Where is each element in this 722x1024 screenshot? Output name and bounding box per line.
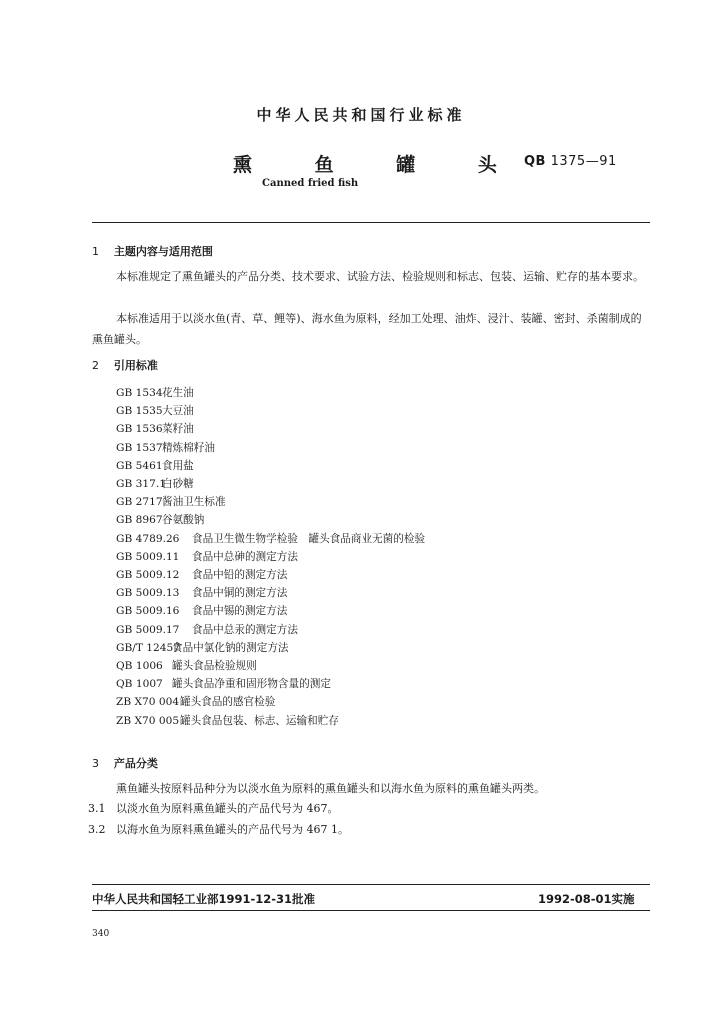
section-2-number: 2 — [92, 359, 99, 372]
reference-title: 白砂糖 — [162, 478, 194, 491]
reference-code: GB 5009.13 — [116, 587, 180, 600]
reference-title: 谷氨酸钠 — [162, 514, 205, 527]
standard-code — [524, 154, 617, 169]
section-2-title: 引用标准 — [113, 359, 158, 372]
reference-title: 酱油卫生标准 — [162, 496, 226, 509]
reference-row — [116, 384, 425, 402]
section-3-number: 3 — [92, 757, 99, 770]
reference-title: 食品中铅的测定方法 — [192, 569, 288, 582]
standard-code-prefix: QB — [524, 154, 546, 169]
reference-title: 食用盐 — [162, 459, 194, 472]
section-1-paragraph-2: 本标准适用于以淡水鱼(青、草、鲤等)、海水鱼为原料，经加工处理、油炸、浸汁、装罐、密封、杀菌制成的熏鱼罐头。 — [92, 312, 642, 346]
reference-title: 食品中氯化钠的测定方法 — [172, 641, 289, 654]
reference-row — [116, 639, 425, 657]
reference-title: 罐头食品的感官检验 — [180, 696, 276, 709]
reference-code: QB 1007 — [116, 678, 163, 691]
reference-row — [116, 402, 425, 420]
section-3-paragraph: 熏鱼罐头按原料品种分为以淡水鱼为原料的熏鱼罐头和以海水鱼为原料的熏鱼罐头两类。 — [116, 782, 545, 795]
reference-code: GB 8967 — [116, 514, 163, 527]
reference-code: GB 4789.26 — [116, 532, 180, 545]
reference-title: 食品中总汞的测定方法 — [192, 623, 298, 636]
clause-3-1-text: 以淡水鱼为原料熏鱼罐头的产品代号为 467。 — [116, 802, 339, 815]
header-divider — [92, 222, 650, 223]
reference-row — [116, 493, 425, 511]
reference-row — [116, 439, 425, 457]
reference-row — [116, 621, 425, 639]
reference-code: QB 1006 — [116, 660, 163, 673]
referenced-standards-list — [116, 384, 425, 730]
reference-row — [116, 511, 425, 529]
reference-row — [116, 584, 425, 602]
reference-row — [116, 693, 425, 711]
effective-date: 1992-08-01实施 — [538, 892, 635, 906]
reference-row — [116, 548, 425, 566]
reference-row — [116, 566, 425, 584]
reference-title: 罐头食品净重和固形物含量的测定 — [172, 678, 331, 691]
reference-code: GB 5461 — [116, 459, 163, 472]
reference-title: 食品中锡的测定方法 — [192, 605, 288, 618]
reference-title: 大豆油 — [162, 405, 194, 418]
approval-line: 中华人民共和国轻工业部1991-12-31批准 — [92, 892, 316, 906]
reference-row — [116, 420, 425, 438]
section-3-heading — [92, 755, 158, 771]
reference-row — [116, 530, 425, 548]
reference-row — [116, 475, 425, 493]
reference-row — [116, 657, 425, 675]
reference-code: GB 1537 — [116, 441, 163, 454]
section-3-title: 产品分类 — [113, 757, 158, 770]
section-2-heading — [92, 357, 158, 373]
reference-code: GB/T 12457 — [116, 641, 180, 654]
reference-title: 花生油 — [162, 387, 194, 399]
reference-code: GB 5009.12 — [116, 569, 180, 582]
org-heading: 中华人民共和国行业标准 — [256, 106, 466, 124]
reference-title: 菜籽油 — [162, 423, 194, 436]
reference-code: GB 1536 — [116, 423, 163, 436]
page-number: 340 — [92, 929, 110, 939]
reference-code: GB 5009.17 — [116, 623, 180, 636]
reference-row — [116, 712, 425, 730]
clause-3-1 — [88, 800, 339, 816]
reference-code: GB 317.1 — [116, 478, 166, 491]
footer-divider — [92, 884, 650, 885]
section-1-number: 1 — [92, 245, 99, 258]
english-title: Canned fried fish — [262, 178, 359, 189]
clause-3-2-text: 以海水鱼为原料熏鱼罐头的产品代号为 467 1。 — [116, 823, 349, 836]
reference-title: 罐头食品包装、标志、运输和贮存 — [180, 714, 339, 727]
reference-code: GB 1535 — [116, 405, 163, 418]
reference-title: 食品卫生微生物学检验 罐头食品商业无菌的检验 — [192, 532, 426, 545]
reference-code: GB 5009.16 — [116, 605, 180, 618]
reference-title: 罐头食品检验规则 — [172, 660, 257, 673]
reference-code: GB 2717 — [116, 496, 163, 509]
reference-code: GB 1534 — [116, 387, 163, 399]
clause-3-1-number: 3.1 — [88, 802, 106, 815]
reference-title: 精炼棉籽油 — [162, 441, 215, 454]
section-1-title: 主题内容与适用范围 — [113, 245, 213, 258]
clause-3-2 — [88, 821, 349, 837]
clause-3-2-number: 3.2 — [88, 823, 106, 836]
reference-code: GB 5009.11 — [116, 550, 180, 563]
reference-code: ZB X70 004 — [116, 696, 180, 709]
footer-bottom-divider — [92, 910, 650, 911]
reference-row — [116, 457, 425, 475]
reference-title: 食品中总砷的测定方法 — [192, 550, 298, 563]
reference-code: ZB X70 005 — [116, 714, 180, 727]
reference-row — [116, 602, 425, 620]
section-1-paragraph-1: 本标准规定了熏鱼罐头的产品分类、技术要求、试验方法、检验规则和标志、包装、运输、贮存的基本要求。 — [116, 270, 644, 283]
reference-title: 食品中铜的测定方法 — [192, 587, 288, 600]
standard-code-number: 1375—91 — [550, 154, 617, 169]
document-title: 熏 鱼 罐 头 — [233, 154, 525, 176]
section-1-heading — [92, 243, 213, 259]
reference-row — [116, 675, 425, 693]
